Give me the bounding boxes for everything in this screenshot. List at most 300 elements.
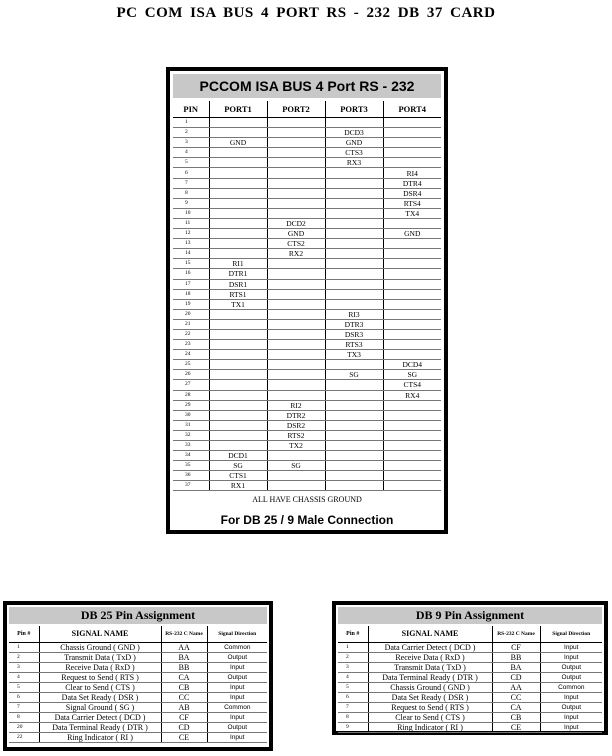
pinout-row [173, 289, 441, 299]
port3-signal [325, 299, 383, 309]
port3-signal [325, 188, 383, 198]
port4-signal: DTR4 [383, 178, 441, 188]
port4-signal [383, 239, 441, 249]
column-header-port3: PORT3 [325, 101, 383, 118]
port3-signal [325, 198, 383, 208]
column-header-port1: PORT1 [209, 101, 267, 118]
port2-signal [267, 289, 325, 299]
pin-number: 4 [173, 148, 209, 158]
port4-signal [383, 299, 441, 309]
port4-signal: SG [383, 370, 441, 380]
db9-header: DB 9 Pin Assignment [338, 607, 602, 624]
port4-signal [383, 471, 441, 481]
pinout-row [173, 249, 441, 259]
port3-signal: RTS3 [325, 340, 383, 350]
db25-header: DB 25 Pin Assignment [9, 607, 267, 624]
port1-signal: RX1 [209, 481, 267, 491]
port2-signal [267, 309, 325, 319]
port3-signal [325, 249, 383, 259]
signal-name: Clear to Send ( CTS ) [368, 713, 492, 723]
db25-header-row [9, 626, 267, 643]
pin-number: 35 [173, 461, 209, 471]
port3-signal [325, 451, 383, 461]
port1-signal [209, 410, 267, 420]
port4-signal [383, 279, 441, 289]
port2-signal [267, 168, 325, 178]
port1-signal [209, 340, 267, 350]
port3-signal: DTR3 [325, 319, 383, 329]
column-header-pin-number: Pin # [9, 626, 39, 643]
pin-number: 26 [173, 370, 209, 380]
port4-signal [383, 451, 441, 461]
signal-direction: Input [207, 733, 267, 743]
rs232c-name: CC [492, 693, 540, 703]
port1-signal: TX1 [209, 299, 267, 309]
pinout-card-header: PCCOM ISA BUS 4 Port RS - 232 [173, 74, 441, 98]
pin-number: 28 [173, 390, 209, 400]
port2-signal: RX2 [267, 249, 325, 259]
port4-signal: TX4 [383, 208, 441, 218]
signal-name: Request to Send ( RTS ) [368, 703, 492, 713]
port4-signal: DSR4 [383, 188, 441, 198]
signal-name: Ring Indicator ( RI ) [368, 723, 492, 733]
pin-number: 5 [338, 683, 368, 693]
port2-signal [267, 118, 325, 128]
signal-direction: Input [207, 693, 267, 703]
port2-signal: RI2 [267, 400, 325, 410]
pin-number: 34 [173, 451, 209, 461]
signal-name: Receive Data ( RxD ) [39, 663, 161, 673]
table-row [9, 723, 267, 733]
port4-signal [383, 218, 441, 228]
port1-signal [209, 380, 267, 390]
port4-signal: DCD4 [383, 360, 441, 370]
port1-signal [209, 319, 267, 329]
signal-name: Ring Indicator ( RI ) [39, 733, 161, 743]
table-row [9, 673, 267, 683]
port4-signal [383, 319, 441, 329]
rs232c-name: BB [161, 663, 207, 673]
port1-signal [209, 198, 267, 208]
port3-signal [325, 168, 383, 178]
port4-signal [383, 269, 441, 279]
port3-signal [325, 208, 383, 218]
signal-name: Data Set Ready ( DSR ) [39, 693, 161, 703]
pinout-row [173, 158, 441, 168]
port2-signal: SG [267, 461, 325, 471]
port2-signal: GND [267, 229, 325, 239]
column-header-port4: PORT4 [383, 101, 441, 118]
port1-signal [209, 118, 267, 128]
port2-signal [267, 148, 325, 158]
port1-signal [209, 208, 267, 218]
page-title: PC COM ISA BUS 4 PORT RS - 232 DB 37 CARD [116, 5, 496, 21]
port4-signal: CTS4 [383, 380, 441, 390]
port3-signal [325, 441, 383, 451]
port4-signal: GND [383, 229, 441, 239]
signal-direction: Output [540, 673, 602, 683]
port4-signal [383, 420, 441, 430]
port1-signal: SG [209, 461, 267, 471]
port2-signal [267, 360, 325, 370]
pin-number: 1 [338, 643, 368, 653]
signal-name: Signal Ground ( SG ) [39, 703, 161, 713]
pin-number: 20 [9, 723, 39, 733]
pin-number: 24 [173, 350, 209, 360]
pin-number: 33 [173, 441, 209, 451]
signal-direction: Input [540, 713, 602, 723]
signal-name: Data Set Ready ( DSR ) [368, 693, 492, 703]
pin-number: 19 [173, 299, 209, 309]
signal-direction: Input [207, 713, 267, 723]
rs232c-name: CB [161, 683, 207, 693]
column-header-pin-number: Pin # [338, 626, 368, 643]
signal-direction: Input [540, 643, 602, 653]
pinout-row [173, 269, 441, 279]
port1-signal: DCD1 [209, 451, 267, 461]
pin-number: 7 [338, 703, 368, 713]
port1-signal: DSR1 [209, 279, 267, 289]
port2-signal [267, 319, 325, 329]
pin-number: 4 [338, 673, 368, 683]
port1-signal: CTS1 [209, 471, 267, 481]
port3-signal [325, 218, 383, 228]
table-row [9, 653, 267, 663]
pin-number: 1 [173, 118, 209, 128]
port3-signal [325, 259, 383, 269]
pin-number: 9 [338, 723, 368, 733]
pin-number: 22 [173, 329, 209, 339]
pinout-row [173, 218, 441, 228]
port1-signal [209, 370, 267, 380]
signal-direction: Output [207, 673, 267, 683]
pinout-row [173, 138, 441, 148]
column-header-signal-name: SIGNAL NAME [39, 626, 161, 643]
port3-signal [325, 420, 383, 430]
port4-signal [383, 118, 441, 128]
port3-signal: DSR3 [325, 329, 383, 339]
pin-number: 16 [173, 269, 209, 279]
port4-signal [383, 481, 441, 491]
port2-signal [267, 299, 325, 309]
port1-signal [209, 329, 267, 339]
rs232c-name: CE [161, 733, 207, 743]
port3-signal: TX3 [325, 350, 383, 360]
pin-number: 3 [338, 663, 368, 673]
port3-signal [325, 461, 383, 471]
rs232c-name: CE [492, 723, 540, 733]
pin-number: 6 [338, 693, 368, 703]
column-header-signal-name: SIGNAL NAME [368, 626, 492, 643]
port1-signal [209, 229, 267, 239]
pinout-row [173, 410, 441, 420]
db25-card [3, 601, 273, 751]
port4-signal: RI4 [383, 168, 441, 178]
pinout-row [173, 370, 441, 380]
signal-name: Transmit Data ( TxD ) [39, 653, 161, 663]
column-header-signal-direction: Signal Direction [207, 626, 267, 643]
port2-signal: DTR2 [267, 410, 325, 420]
pinout-row [173, 430, 441, 440]
port1-signal [209, 188, 267, 198]
port2-signal [267, 390, 325, 400]
db9-card [332, 601, 608, 735]
pinout-row [173, 208, 441, 218]
pinout-row [173, 390, 441, 400]
port4-signal [383, 340, 441, 350]
pin-number: 32 [173, 430, 209, 440]
port3-signal [325, 360, 383, 370]
port3-signal [325, 390, 383, 400]
pinout-row [173, 441, 441, 451]
port2-signal [267, 138, 325, 148]
rs232c-name: BA [492, 663, 540, 673]
port2-signal [267, 198, 325, 208]
pin-number: 4 [9, 673, 39, 683]
pinout-card [166, 67, 448, 534]
rs232c-name: CD [492, 673, 540, 683]
signal-direction: Output [207, 653, 267, 663]
pinout-row [173, 451, 441, 461]
port4-signal: RTS4 [383, 198, 441, 208]
port1-signal: GND [209, 138, 267, 148]
pinout-row [173, 118, 441, 128]
table-row [9, 643, 267, 653]
table-row [338, 713, 602, 723]
table-row [338, 643, 602, 653]
pin-number: 22 [9, 733, 39, 743]
pinout-row [173, 471, 441, 481]
table-row [9, 683, 267, 693]
port1-signal: RTS1 [209, 289, 267, 299]
signal-direction: Output [207, 723, 267, 733]
pinout-header-row [173, 101, 441, 118]
port1-signal [209, 430, 267, 440]
pinout-row [173, 148, 441, 158]
pinout-row [173, 299, 441, 309]
pinout-table [173, 101, 441, 491]
port4-signal [383, 138, 441, 148]
port3-signal [325, 289, 383, 299]
signal-name: Chassis Ground ( GND ) [39, 643, 161, 653]
signal-direction: Output [540, 663, 602, 673]
table-row [338, 653, 602, 663]
pinout-row [173, 178, 441, 188]
pinout-row [173, 340, 441, 350]
db9-header-row [338, 626, 602, 643]
port1-signal: RI1 [209, 259, 267, 269]
pinout-row [173, 481, 441, 491]
signal-direction: Common [207, 703, 267, 713]
pin-number: 6 [173, 168, 209, 178]
port2-signal [267, 350, 325, 360]
port2-signal: RTS2 [267, 430, 325, 440]
table-row [9, 733, 267, 743]
db25-table [9, 626, 267, 743]
rs232c-name: CA [492, 703, 540, 713]
table-row [9, 693, 267, 703]
port4-signal [383, 441, 441, 451]
port4-signal [383, 329, 441, 339]
pin-number: 5 [9, 683, 39, 693]
signal-direction: Input [207, 663, 267, 673]
pin-number: 7 [173, 178, 209, 188]
pin-number: 17 [173, 279, 209, 289]
pin-number: 21 [173, 319, 209, 329]
table-row [338, 723, 602, 733]
port2-signal [267, 451, 325, 461]
port4-signal: RX4 [383, 390, 441, 400]
pinout-row [173, 360, 441, 370]
signal-name: Transmit Data ( TxD ) [368, 663, 492, 673]
port3-signal [325, 400, 383, 410]
pinout-row [173, 400, 441, 410]
port2-signal [267, 178, 325, 188]
rs232c-name: AA [492, 683, 540, 693]
pinout-card-body [170, 71, 444, 530]
pin-number: 9 [173, 198, 209, 208]
signal-direction: Input [207, 683, 267, 693]
port2-signal [267, 481, 325, 491]
port2-signal [267, 380, 325, 390]
signal-direction: Input [540, 723, 602, 733]
port3-signal: SG [325, 370, 383, 380]
db9-table [338, 626, 602, 733]
column-header-signal-direction: Signal Direction [540, 626, 602, 643]
column-header-rs232c-name: RS-232 C Name [161, 626, 207, 643]
rs232c-name: CF [492, 643, 540, 653]
port3-signal [325, 481, 383, 491]
port2-signal [267, 208, 325, 218]
port2-signal [267, 128, 325, 138]
pin-number: 10 [173, 208, 209, 218]
port4-signal [383, 259, 441, 269]
pin-number: 2 [338, 653, 368, 663]
port3-signal [325, 239, 383, 249]
port3-signal: GND [325, 138, 383, 148]
pinout-row [173, 229, 441, 239]
pin-number: 30 [173, 410, 209, 420]
column-header-port2: PORT2 [267, 101, 325, 118]
port3-signal: RI3 [325, 309, 383, 319]
port4-signal [383, 128, 441, 138]
signal-name: Clear to Send ( CTS ) [39, 683, 161, 693]
column-header-rs232c-name: RS-232 C Name [492, 626, 540, 643]
pin-number: 37 [173, 481, 209, 491]
rs232c-name: BB [492, 653, 540, 663]
rs232c-name: BA [161, 653, 207, 663]
port2-signal [267, 370, 325, 380]
port1-signal [209, 350, 267, 360]
port2-signal [267, 279, 325, 289]
pin-number: 8 [173, 188, 209, 198]
pin-number: 7 [9, 703, 39, 713]
db25-card-body [7, 605, 269, 747]
pin-number: 8 [338, 713, 368, 723]
port1-signal [209, 249, 267, 259]
port4-signal [383, 158, 441, 168]
chassis-ground-note: ALL HAVE CHASSIS GROUND [252, 495, 362, 504]
pinout-row [173, 259, 441, 269]
pin-number: 2 [9, 653, 39, 663]
pinout-row [173, 128, 441, 138]
port2-signal: CTS2 [267, 239, 325, 249]
pin-number: 18 [173, 289, 209, 299]
port3-signal: DCD3 [325, 128, 383, 138]
port4-signal [383, 400, 441, 410]
table-row [9, 703, 267, 713]
pinout-row [173, 168, 441, 178]
pinout-row [173, 309, 441, 319]
signal-name: Data Terminal Ready ( DTR ) [39, 723, 161, 733]
port2-signal: DCD2 [267, 218, 325, 228]
port1-signal [209, 309, 267, 319]
port4-signal [383, 148, 441, 158]
rs232c-name: AA [161, 643, 207, 653]
table-row [338, 703, 602, 713]
table-row [9, 663, 267, 673]
signal-name: Request to Send ( RTS ) [39, 673, 161, 683]
port2-signal [267, 259, 325, 269]
port2-signal [267, 340, 325, 350]
pin-number: 13 [173, 239, 209, 249]
port3-signal [325, 279, 383, 289]
rs232c-name: CA [161, 673, 207, 683]
port1-signal [209, 168, 267, 178]
port1-signal: DTR1 [209, 269, 267, 279]
pin-number: 25 [173, 360, 209, 370]
signal-direction: Output [540, 703, 602, 713]
port3-signal: CTS3 [325, 148, 383, 158]
pinout-row [173, 319, 441, 329]
pin-number: 14 [173, 249, 209, 259]
pinout-row [173, 279, 441, 289]
connection-note: For DB 25 / 9 Male Connection [220, 513, 394, 527]
port2-signal: TX2 [267, 441, 325, 451]
port1-signal [209, 148, 267, 158]
signal-direction: Input [540, 653, 602, 663]
pin-number: 6 [9, 693, 39, 703]
port2-signal [267, 471, 325, 481]
rs232c-name: CB [492, 713, 540, 723]
port3-signal [325, 178, 383, 188]
pin-number: 12 [173, 229, 209, 239]
port1-signal [209, 390, 267, 400]
pin-number: 2 [173, 128, 209, 138]
pin-number: 15 [173, 259, 209, 269]
pinout-row [173, 198, 441, 208]
port2-signal [267, 158, 325, 168]
table-row [9, 713, 267, 723]
table-row [338, 693, 602, 703]
pin-number: 23 [173, 340, 209, 350]
signal-name: Data Carrier Detect ( DCD ) [368, 643, 492, 653]
pin-number: 36 [173, 471, 209, 481]
port1-signal [209, 178, 267, 188]
port2-signal [267, 329, 325, 339]
port4-signal [383, 430, 441, 440]
port3-signal [325, 471, 383, 481]
port1-signal [209, 158, 267, 168]
port1-signal [209, 218, 267, 228]
port3-signal [325, 430, 383, 440]
pin-number: 5 [173, 158, 209, 168]
port2-signal: DSR2 [267, 420, 325, 430]
table-row [338, 663, 602, 673]
column-header-pin: PIN [173, 101, 209, 118]
pinout-row [173, 329, 441, 339]
pin-number: 8 [9, 713, 39, 723]
